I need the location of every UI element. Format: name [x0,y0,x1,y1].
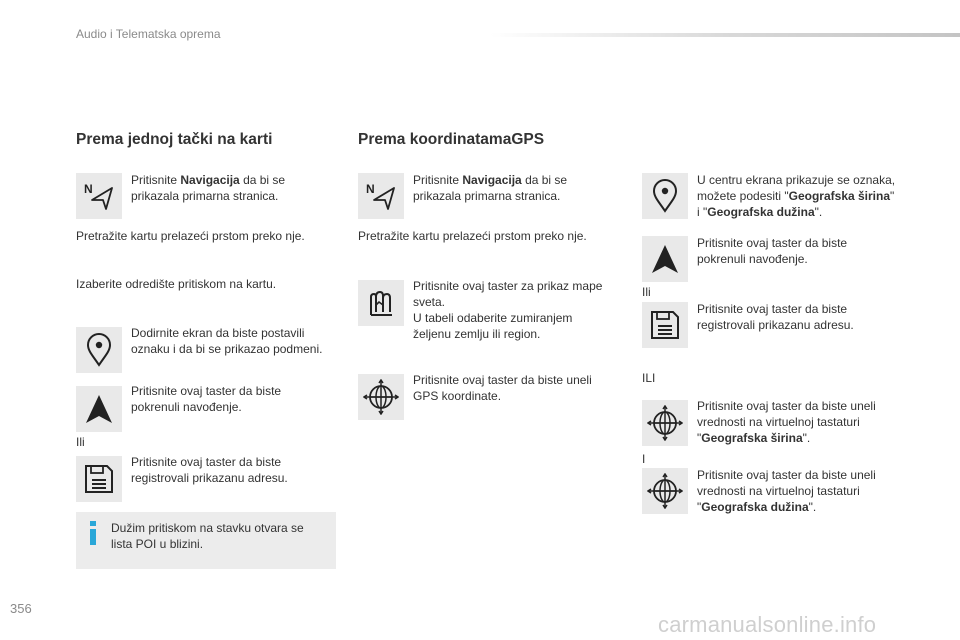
search-map-text: Pretražite kartu prelazeći prstom preko nje. [76,229,305,243]
and-label: I [642,452,646,466]
navigation-icon [358,173,404,219]
world-map-icon [358,280,404,326]
header-rule [490,33,960,37]
gps-coordinates-text: Pritisnite ovaj taster da biste uneli GPS koordinate. [413,373,592,403]
watermark: carmanualsonline.info [658,612,877,637]
tap-screen-text: Dodirnite ekran da biste postavili oznaku i da bi se prikazao podmeni. [131,326,323,356]
search-map-text: Pretražite kartu prelazeći prstom preko nje. [358,229,587,243]
latitude-globe-icon [642,400,688,446]
svg-text:N: N [366,182,375,196]
save-address-icon [642,302,688,348]
or-label-caps: ILI [642,371,656,385]
info-icon [88,521,98,545]
longitude-globe-icon [642,468,688,514]
save-address-text: Pritisnite ovaj taster da biste registrovali prikazanu adresu. [131,455,288,485]
gps-coordinates-icon [358,374,404,420]
navigation-icon [76,173,122,219]
header-title: Audio i Telematska oprema [76,27,221,41]
step-navigation-text: Pritisnite Navigacija da bi se prikazala primarna stranica. [413,173,568,203]
start-guidance-text: Pritisnite ovaj taster da biste pokrenuli navođenje. [697,236,848,266]
longitude-input-text: Pritisnite ovaj taster da biste uneli vrednosti na virtuelnoj tastaturi "Geografska dužina". [697,468,876,514]
or-label: Ili [642,285,651,299]
save-address-text: Pritisnite ovaj taster da biste registrovali prikazanu adresu. [697,302,854,332]
world-map-text: Pritisnite ovaj taster za prikaz mape sveta. U tabeli odaberite zumiranjem željenu zemlju ili region. [413,279,603,341]
save-address-icon [76,456,122,502]
latitude-input-text: Pritisnite ovaj taster da biste uneli vrednosti na virtuelnoj tastaturi "Geografska širina". [697,399,876,445]
info-text: Dužim pritiskom na stavku otvara se lista POI u blizini. [111,521,304,551]
or-label: Ili [76,435,85,449]
select-destination-text: Izaberite odredište pritiskom na kartu. [76,277,277,291]
start-guidance-icon [642,236,688,282]
map-marker-icon [76,327,122,373]
svg-text:N: N [84,182,93,196]
marker-center-text: U centru ekrana prikazuje se oznaka, možete podesiti "Geografska širina" i "Geografska dužina". [697,173,896,219]
map-marker-icon [642,173,688,219]
start-guidance-text: Pritisnite ovaj taster da biste pokrenuli navođenje. [131,384,282,414]
start-guidance-icon [76,386,122,432]
step-navigation-text: Pritisnite Navigacija da bi se prikazala primarna stranica. [131,173,286,203]
section-heading-map-point: Prema jednoj tački na karti [76,131,273,148]
page-number: 356 [10,601,32,616]
section-heading-gps: Prema koordinatamaGPS [358,131,545,148]
